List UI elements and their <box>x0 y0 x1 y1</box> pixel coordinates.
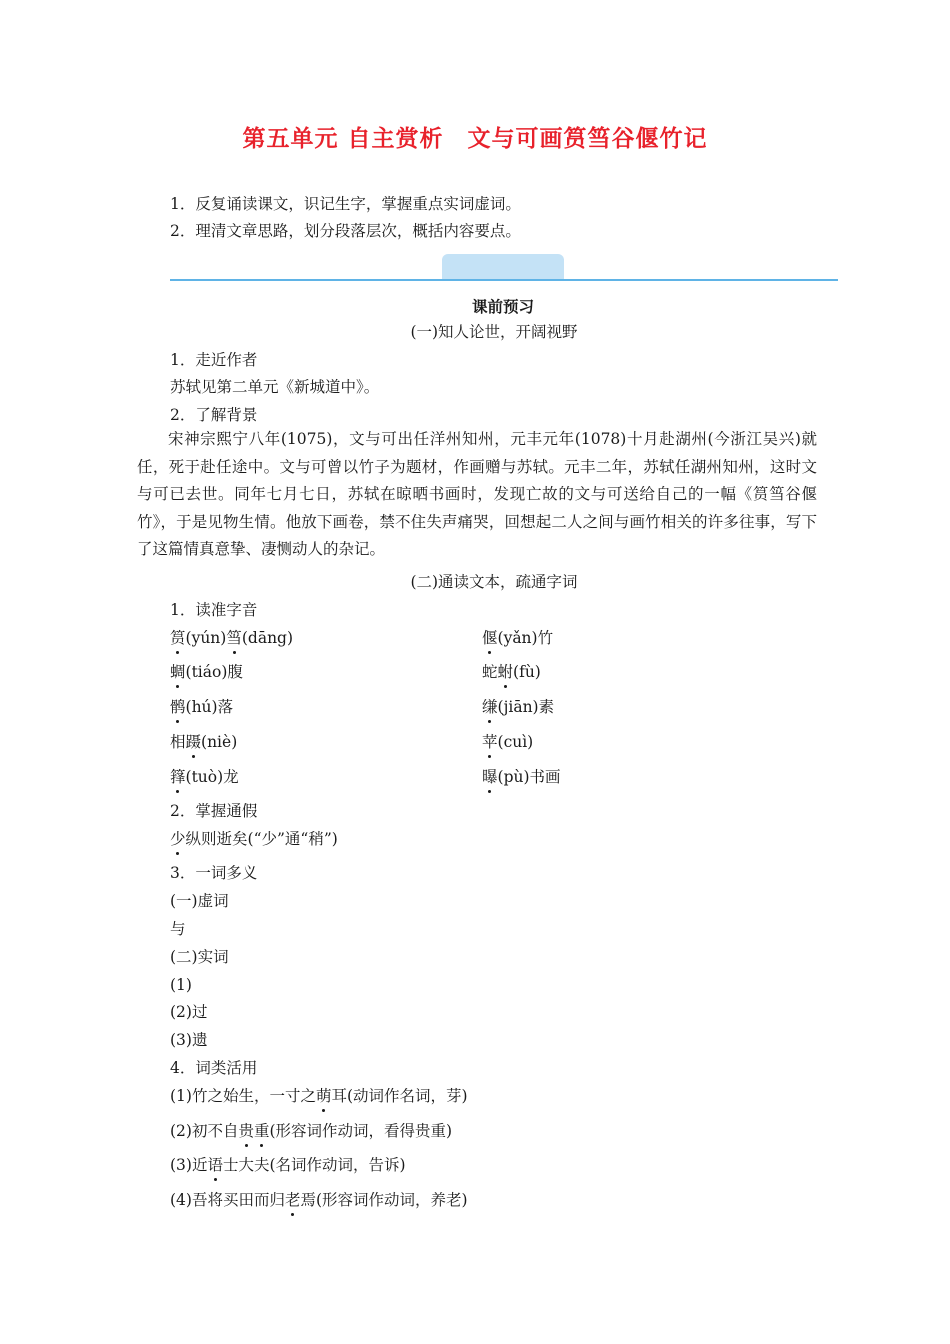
section-tab <box>442 254 564 280</box>
polysemy-line-4: (1) <box>170 976 192 994</box>
pron-right-2: 蛇蚹(fù) <box>482 663 541 681</box>
objective-2: 2．理清文章思路，划分段落层次，概括内容要点。 <box>170 222 521 240</box>
tongjia-title: 2．掌握通假 <box>170 802 258 820</box>
page-title: 第五单元 自主赏析 文与可画筼筜谷偃竹记 <box>242 125 708 152</box>
item1-title: 1．走近作者 <box>170 351 258 369</box>
pron-left-5: 箨(tuò)龙 <box>170 768 239 786</box>
part1-heading: (一)知人论世，开阔视野 <box>410 323 578 341</box>
background-paragraph: 宋神宗熙宁八年(1075)，文与可出任洋州知州，元丰元年(1078)十月赴湖州(今浙江吴兴)就任，死于赴任途中。文与可曾以竹子为题材，作画赠与苏轼。元丰二年，苏轼任湖州知州，这时文与可已去世。同年七月七日，苏轼在晾晒书画时，发现亡故的文与可送给自己的一幅《筼筜谷偃竹》，于是见物生情。他放下画卷，禁不住失声痛哭，回想起二人之间与画竹相关的许多往事，写下了这篇情真意挚、凄恻动人的杂记。 <box>137 430 817 558</box>
item2-title: 2．了解背景 <box>170 406 258 424</box>
pron-right-1: 偃(yǎn)竹 <box>482 629 554 647</box>
section-heading: 课前预习 <box>471 297 534 316</box>
pron-left-4: 相蹑(niè) <box>170 733 238 751</box>
polysemy-line-3: (二)实词 <box>170 948 229 966</box>
polysemy-line-2: 与 <box>170 920 186 938</box>
polysemy-line-1: (一)虚词 <box>170 892 229 910</box>
wordclass-item-2: (2)初不自贵重(形容词作动词，看得贵重) <box>170 1122 453 1140</box>
wordclass-title: 4．词类活用 <box>170 1059 258 1077</box>
section-divider <box>170 279 838 281</box>
pron-right-4: 苹(cuì) <box>482 733 534 751</box>
polysemy-line-5: (2)过 <box>170 1003 208 1021</box>
wordclass-item-3: (3)近语士大夫(名词作动词，告诉) <box>170 1156 406 1174</box>
objective-1: 1．反复诵读课文，识记生字，掌握重点实词虚词。 <box>170 195 521 213</box>
pron-left-3: 鹘(hú)落 <box>170 698 234 716</box>
pron-left-1: 筼(yún)筜(dāng) <box>170 629 294 647</box>
polysemy-title: 3．一词多义 <box>170 864 258 882</box>
pronunciation-title: 1．读准字音 <box>170 601 258 619</box>
polysemy-line-6: (3)遗 <box>170 1031 208 1049</box>
wordclass-item-4: (4)吾将买田而归老焉(形容词作动词，养老) <box>170 1191 468 1209</box>
pron-right-5: 曝(pù)书画 <box>482 768 561 786</box>
tongjia-line: 少纵则逝矣(“少”通“稍”) <box>170 830 338 848</box>
part2-heading: (二)通读文本，疏通字词 <box>410 573 578 591</box>
item1-text: 苏轼见第二单元《新城道中》。 <box>170 378 380 396</box>
pron-right-3: 缣(jiān)素 <box>482 698 555 716</box>
wordclass-item-1: (1)竹之始生，一寸之萌耳(动词作名词，芽) <box>170 1087 468 1105</box>
pron-left-2: 蜩(tiáo)腹 <box>170 663 243 681</box>
